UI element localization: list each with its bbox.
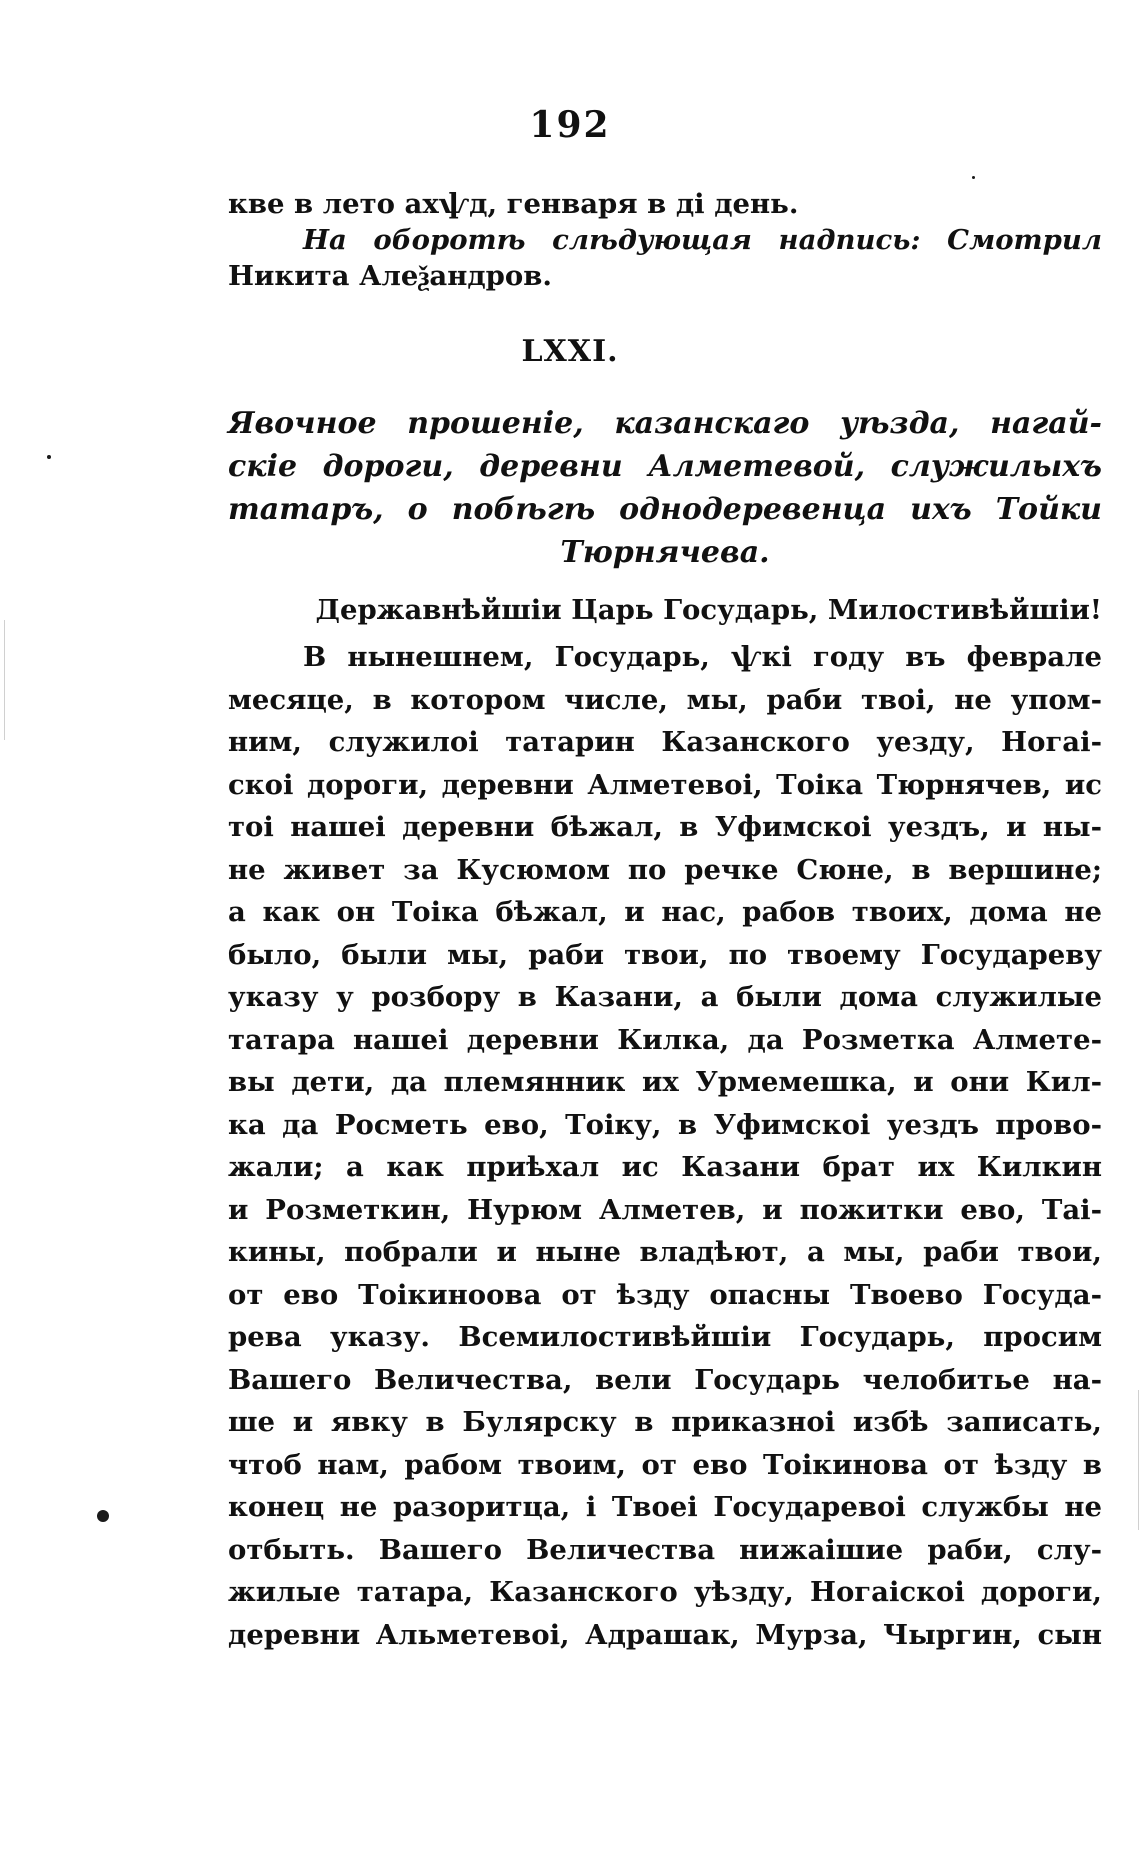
body-line: татара нашеi деревни Килка, да Розметка Алмете-	[228, 1023, 1102, 1056]
body-line: ним, служилоi татарин Казанского уезду, Ногаi-	[228, 726, 1102, 758]
salutation-line: Державнѣйшiи Царь Государь, Милостивѣйшiи!	[315, 594, 1102, 626]
margin-bullet-mark	[97, 1510, 109, 1522]
body-line: отбыть. Вашего Величества нижаiшие раби, слу-	[228, 1533, 1102, 1566]
margin-dot-mark	[972, 176, 975, 179]
body-line: скоi дороги, деревни Алметевоi, Тоiка Тюрнячев, ис	[228, 768, 1102, 801]
body-line: не живет за Кусюмом по речке Сюне, в вершине;	[228, 853, 1102, 886]
intro-text	[228, 186, 1102, 294]
text-line: Никита Алеѯандров.	[228, 260, 552, 292]
left-edge-rule	[4, 620, 5, 740]
document-heading	[228, 402, 1102, 574]
body-line: чтоб нам, рабом твоим, от ево Тоiкинова от ѣзду в	[228, 1448, 1102, 1481]
body-line: жилые татара, Казанского уѣзду, Ногаiскоi дороги,	[228, 1576, 1102, 1608]
heading-line: татаръ, о побѣгѣ однодеревенца ихъ Тойки	[228, 492, 1102, 527]
heading-line: Тюрнячева.	[560, 535, 770, 570]
body-line: жали; а как приѣхал ис Казани брат их Килкин	[228, 1151, 1102, 1183]
body-line: а как он Тоiка бѣжал, и нас, рабов твоих, дома не	[228, 896, 1102, 928]
page-number: 192	[529, 104, 611, 146]
margin-dot-mark	[47, 455, 51, 459]
document-body	[228, 636, 1102, 1656]
body-line: тоi нашеi деревни бѣжал, в Уфимскоi уездъ, и ны-	[228, 811, 1102, 843]
body-line: кины, побрали и ныне владѣют, а мы, раби твои,	[228, 1236, 1102, 1268]
text-line: На оборотѣ слѣдующая надпись: Смотрил	[303, 224, 1102, 256]
body-line: месяце, в котором числе, мы, раби твоi, не упом-	[228, 683, 1102, 716]
body-line: от ево Тоiкиноова от ѣзду опасны Твоево Госуда-	[228, 1278, 1102, 1311]
document-number: LXXI.	[521, 334, 619, 369]
body-line: В нынешнем, Государь, ѱкi году въ феврале	[303, 641, 1102, 673]
body-line: ше и явку в Булярску в приказноi избѣ записать,	[228, 1406, 1102, 1438]
salutation	[228, 592, 1102, 628]
body-line: конец не разоритца, i Твоеi Государевоi службы не	[228, 1491, 1102, 1523]
body-line: деревни Альметевоi, Адрашак, Мурза, Чыргин, сын	[228, 1618, 1102, 1651]
body-line: Вашего Величества, вели Государь челобитье на-	[228, 1363, 1102, 1396]
heading-line: Явочное прошенiе, казанскаго уѣзда, нагай-	[228, 406, 1102, 441]
body-line: рева указу. Всемилостивѣйшiи Государь, просим	[228, 1321, 1102, 1353]
body-line: было, были мы, раби твои, по твоему Государеву	[228, 938, 1102, 971]
body-line: ка да Росметь ево, Тоiку, в Уфимскоi уездъ прово-	[228, 1108, 1102, 1141]
body-line: вы дети, да племянник их Урмемешка, и они Кил-	[228, 1066, 1102, 1098]
body-line: и Розметкин, Нурюм Алметев, и пожитки ево, Таi-	[228, 1193, 1102, 1226]
right-edge-rule	[1138, 1390, 1139, 1530]
text-line: кве в лето ахѱд, генваря в дi день.	[228, 188, 799, 220]
heading-line: скiе дороги, деревни Алметевой, служилыхъ	[228, 449, 1102, 484]
body-line: указу у розбору в Казани, а были дома служилые	[228, 981, 1102, 1013]
